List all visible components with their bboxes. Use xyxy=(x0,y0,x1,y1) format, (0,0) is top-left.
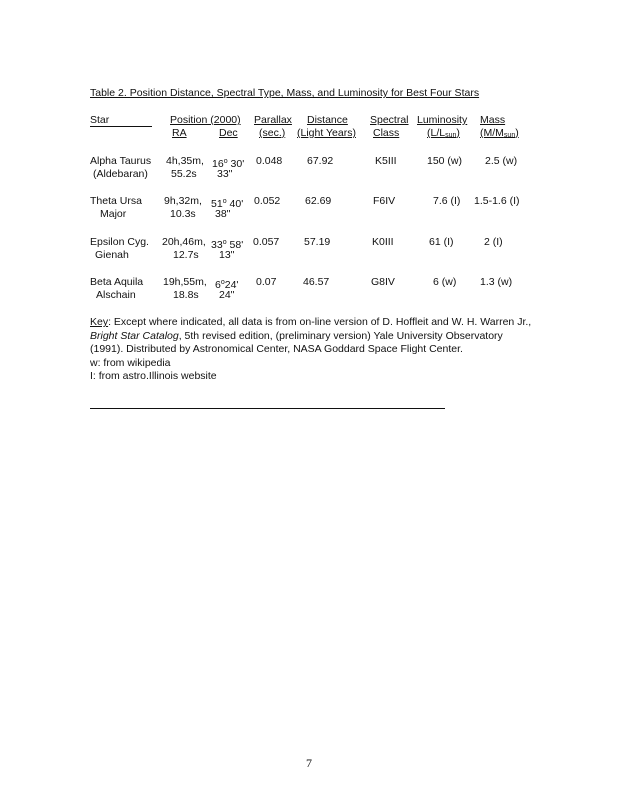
header-position: Position (2000) xyxy=(170,114,241,126)
dec-minutes: 58' xyxy=(226,239,244,251)
key-text-1: : Except where indicated, all data is from on-line version of D. Hoffleit and W. H. Warren Jr., xyxy=(108,316,532,328)
parallax: 0.07 xyxy=(256,276,277,288)
table-title: Table 2. Position Distance, Spectral Type, Mass, and Luminosity for Best Four Stars xyxy=(90,87,480,99)
mass-unit-post: ) xyxy=(515,127,519,139)
star-alias: (Aldebaran) xyxy=(93,168,148,180)
luminosity: 7.6 (I) xyxy=(433,195,461,207)
parallax: 0.052 xyxy=(254,195,281,207)
dec-degrees: 33 xyxy=(211,239,223,251)
header-ra: RA xyxy=(172,127,187,139)
header-spectral: Spectral xyxy=(370,114,409,126)
ra-s: 10.3s xyxy=(170,208,196,220)
header-parallax-unit: (sec.) xyxy=(259,127,286,139)
dec-minutes: 24' xyxy=(224,279,239,291)
dec-minutes: 30' xyxy=(227,158,245,170)
parallax: 0.057 xyxy=(253,236,280,248)
illinois-note: I: from astro.Illinois website xyxy=(90,370,217,382)
page-number: 7 xyxy=(306,756,312,770)
distance: 67.92 xyxy=(307,155,334,167)
star-header-underline xyxy=(90,126,152,127)
lum-unit-sub: sun xyxy=(445,132,457,139)
parallax: 0.048 xyxy=(256,155,283,167)
header-mass: Mass xyxy=(480,114,506,126)
dec-degrees: 16 xyxy=(212,158,224,170)
header-luminosity: Luminosity xyxy=(417,114,468,126)
dec-s: 38" xyxy=(215,208,231,220)
header-luminosity-unit xyxy=(427,127,460,142)
dec-degrees: 51 xyxy=(211,198,223,210)
star-name: Beta Aquila xyxy=(90,276,144,288)
ra-s: 55.2s xyxy=(171,168,197,180)
distance: 57.19 xyxy=(304,236,331,248)
key-label: Key xyxy=(90,316,109,328)
mass-unit-pre: (M/M xyxy=(480,127,504,139)
header-distance: Distance xyxy=(307,114,348,126)
lum-unit-post: ) xyxy=(456,127,460,139)
spectral-class: K5III xyxy=(375,155,397,167)
header-spectral-class: Class xyxy=(373,127,400,139)
ra-hm: 19h,55m, xyxy=(163,276,207,288)
dec-degrees: 6 xyxy=(215,279,221,291)
catalog-title: Bright Star Catalog xyxy=(90,329,179,342)
luminosity: 61 (I) xyxy=(429,236,454,248)
mass-unit-sub: sun xyxy=(503,132,516,139)
distance: 62.69 xyxy=(305,195,332,207)
ra-s: 12.7s xyxy=(173,249,199,261)
dec-s: 13" xyxy=(219,249,235,261)
header-dec: Dec xyxy=(219,127,238,139)
mass: 1.5-1.6 (I) xyxy=(474,195,520,207)
key-text-2: , 5th revised edition, (preliminary version) Yale University Observatory (1991). Distributed by Astronomical Center, NASA Goddard Space Flight Center. xyxy=(90,329,503,355)
ra-hm: 4h,35m, xyxy=(166,155,204,167)
ra-hm: 9h,32m, xyxy=(164,195,202,207)
header-star: Star xyxy=(90,114,110,126)
lum-unit-pre: (L/L xyxy=(427,127,446,139)
ra-hm: 20h,46m, xyxy=(162,236,206,248)
luminosity: 150 (w) xyxy=(427,155,463,167)
header-mass-unit xyxy=(480,127,519,142)
degree-symbol: o xyxy=(220,279,225,286)
key-note xyxy=(90,316,535,384)
star-alias: Alschain xyxy=(96,289,136,301)
distance: 46.57 xyxy=(303,276,330,288)
star-alias: Gienah xyxy=(95,249,129,261)
star-alias: Major xyxy=(100,208,127,220)
degree-symbol: o xyxy=(222,198,227,205)
spectral-class: K0III xyxy=(372,236,394,248)
spectral-class: G8IV xyxy=(371,276,395,288)
header-distance-unit: (Light Years) xyxy=(297,127,356,139)
mass: 1.3 (w) xyxy=(480,276,513,288)
dec-s: 33" xyxy=(217,168,233,180)
wikipedia-note: w: from wikipedia xyxy=(90,356,171,369)
degree-symbol: o xyxy=(222,239,227,246)
star-name: Theta Ursa xyxy=(90,195,142,207)
dec-s: 24" xyxy=(219,289,235,301)
star-name: Alpha Taurus xyxy=(90,155,152,167)
header-parallax: Parallax xyxy=(254,114,292,126)
degree-symbol: o xyxy=(223,158,228,165)
luminosity: 6 (w) xyxy=(433,276,457,288)
separator-rule xyxy=(90,408,445,409)
ra-s: 18.8s xyxy=(173,289,199,301)
mass: 2 (I) xyxy=(484,236,503,248)
star-name: Epsilon Cyg. xyxy=(90,236,149,248)
spectral-class: F6IV xyxy=(373,195,396,207)
mass: 2.5 (w) xyxy=(485,155,518,167)
dec-minutes: 40' xyxy=(226,198,244,210)
